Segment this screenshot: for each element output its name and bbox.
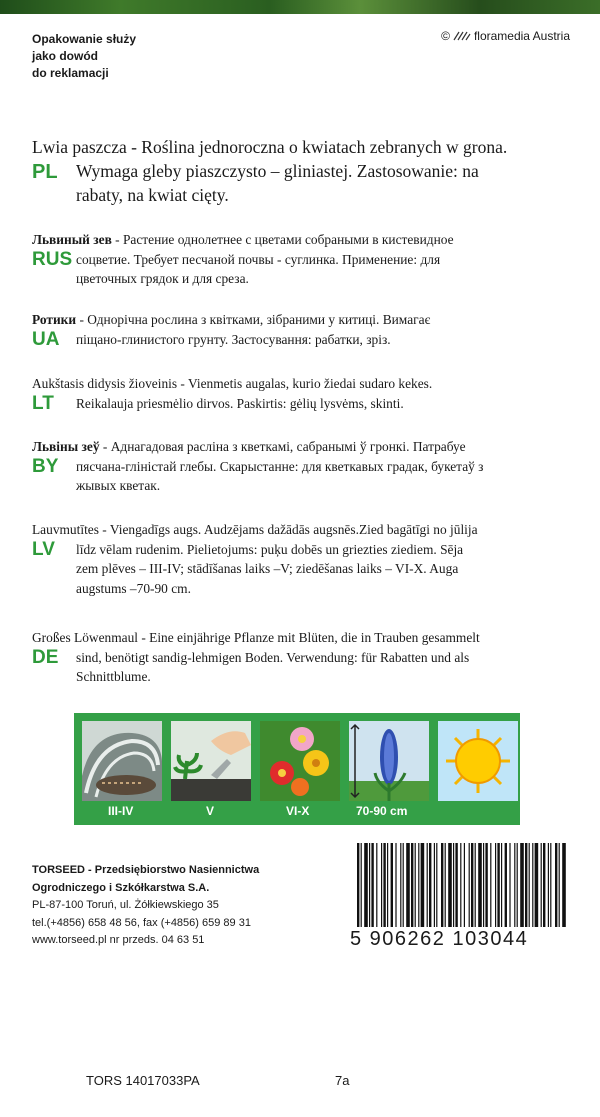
page-number: 7a [335,1073,350,1088]
planting-hand-icon [171,721,251,801]
plant-name: Ротики [32,312,77,327]
company-line: PL-87-100 Toruń, ul. Żółkiewskiego 35 [32,899,219,911]
floramedia-logo-icon [453,31,471,41]
text-line: пясчана-глiністай глебы. Скарыстанне: для кветкавых градак, букетаў з [76,458,484,474]
barcode-bar [497,843,499,927]
barcode-bar [520,843,524,927]
barcode-bar [548,843,549,927]
barcode-bar [357,843,359,927]
text-line: Lauvmutītes - Viengadīgs augs. Audzējams dažādās augsnēs.Zied bagātīgi no jūlija [32,522,478,537]
company-line: TORSEED - Przedsiębiorstwo Nasiennictwa [32,864,260,876]
barcode-digits: 5 906262 103044 [350,928,529,950]
company-info [32,862,259,950]
language-code-by: BY [32,456,59,477]
barcode-bar [445,843,446,927]
barcode-bar [361,843,362,927]
barcode-bar [415,843,416,927]
barcode-bar [429,843,431,927]
barcode-bar [381,843,382,927]
top-photo-strip [0,0,600,14]
language-code-lt: LT [32,393,54,414]
text-line: Aukštasis didysis žioveinis - Vienmetis augalas, kurio žiedai sudaro kekes. [32,376,433,391]
barcode-bar [441,843,443,927]
barcode-bar [478,843,482,927]
barcode-bar [391,843,393,927]
barcode-bar [550,843,551,927]
barcode-bar [543,843,545,927]
tile-label-flowering: VI-X [286,804,310,818]
plant-name: Львиный зев [32,232,112,247]
barcode-bar [448,843,452,927]
barcode-bar [517,843,518,927]
barcode-bar [421,843,425,927]
barcode-bar [485,843,487,927]
text-line [32,230,570,250]
text-line: līdz vēlam rudenim. Pielietojums: puķu dobēs un griezties ziediem. Sēja [76,541,464,557]
barcode-bar [501,843,502,927]
barcode-bar [525,843,527,927]
text-line: Schnittblume. [76,669,151,684]
tile-label-sowing: III-IV [108,804,134,818]
text-span: - Растение однолетнее с цветами собраными в кистевидное [111,232,454,247]
barcode-bar [364,843,368,927]
text-line: Reikalauja priesmėlio dirvos. Paskirtis: gėlių lysvėms, skinti. [76,395,404,411]
language-code-pl: PL [32,161,58,183]
description-lv [32,520,570,598]
barcode [355,843,567,929]
description-ua [32,310,570,349]
barcode-bar [376,843,377,927]
language-code-ua: UA [32,329,60,350]
barcode-bar [529,843,530,927]
barcode-bar [395,843,396,927]
barcode-bar [418,843,419,927]
barcode-bar [453,843,454,927]
plant-name: Львіны зеў [32,439,100,454]
text-line: цветочных грядок и для среза. [76,271,249,286]
sun-icon [438,721,518,801]
barcode-bar [495,843,496,927]
barcode-bar [464,843,465,927]
barcode-bar [490,843,491,927]
complaint-notice [32,31,136,82]
description-de [32,628,570,687]
barcode-bar [535,843,539,927]
barcode-bar [436,843,437,927]
barcode-bar [400,843,401,927]
barcode-bar [532,843,533,927]
language-code-lv: LV [32,539,55,560]
barcode-bar [427,843,428,927]
text-line: sind, benötigt sandig-lehmigen Boden. Verwendung: für Rabatten und als [76,649,470,665]
tile-label-planting: V [206,804,215,818]
barcode-bar [559,843,560,927]
copyright-symbol: © [441,29,450,43]
barcode-bar [541,843,542,927]
complaint-line: do reklamacji [32,66,109,80]
brand-name: floramedia Austria [473,29,570,43]
barcode-bar [514,843,515,927]
product-code: TORS 14017033PA [86,1073,200,1088]
barcode-bar [434,843,435,927]
language-code-de: DE [32,647,59,668]
text-line: Wymaga gleby piaszczysto – gliniastej. Zastosowanie: na [76,161,479,181]
barcode-bar [403,843,404,927]
text-line: Großes Löwenmaul - Eine einjährige Pflanze mit Blüten, die in Trauben gesammelt [32,630,480,645]
complaint-line: Opakowanie służy [32,32,137,46]
text-line: жывых кветак. [76,478,161,493]
flowers-icon [260,721,340,801]
text-line [32,310,570,330]
description-lt [32,374,570,413]
barcode-bar [411,843,413,927]
barcode-bar [483,843,484,927]
text-line: rabaty, na kwiat cięty. [76,185,229,205]
company-line: www.torseed.pl nr przeds. 04 63 51 [32,934,205,946]
text-span: - Аднагадовая расліна з кветкамі, сабранымі ў гронкі. Патрабуе [99,439,466,454]
barcode-bar [509,843,510,927]
text-line: augstums –70-90 cm. [76,580,191,596]
text-line: Lwia paszcza - Roślina jednoroczna o kwiatach zebranych w grona. [32,137,508,157]
text-line: соцветие. Требует песчаной почвы - суглинка. Применение: для [76,251,441,267]
barcode-bar [469,843,470,927]
barcode-bar [369,843,370,927]
barcode-bar [471,843,473,927]
barcode-bar [505,843,507,927]
text-span: - Однорічна рослина з квітками, зібраними у китиці. Вимагає [76,312,431,327]
barcode-bar [460,843,461,927]
barcode-bar [475,843,476,927]
barcode-bar [406,843,410,927]
text-line [32,437,570,457]
language-code-rus: RUS [32,249,73,270]
barcode-bar [383,843,385,927]
text-line: піщано-глинистого грунту. Застосування: рабатки, зріз. [76,331,391,347]
text-line: zem plēves – III-IV; stādīšanas laiks –V; ziedēšanas laiks – VI-X. Auga [76,561,459,576]
description-rus [32,230,570,289]
greenhouse-tunnel-icon [82,721,162,801]
company-line: Ogrodniczego i Szkółkarstwa S.A. [32,881,210,894]
barcode-bar [387,843,388,927]
brand-mark [441,29,570,43]
barcode-bar [371,843,373,927]
barcode-bar [555,843,557,927]
plant-height-icon [349,721,429,801]
tile-label-height: 70-90 cm [356,804,408,818]
company-line: tel.(+4856) 658 48 56, fax (+4856) 659 89 31 [32,916,251,929]
barcode-bar [455,843,457,927]
description-by [32,437,570,496]
description-pl [32,135,570,207]
complaint-line: jako dowód [32,49,98,63]
barcode-bar [562,843,566,927]
cultivation-icons-panel [74,713,520,825]
